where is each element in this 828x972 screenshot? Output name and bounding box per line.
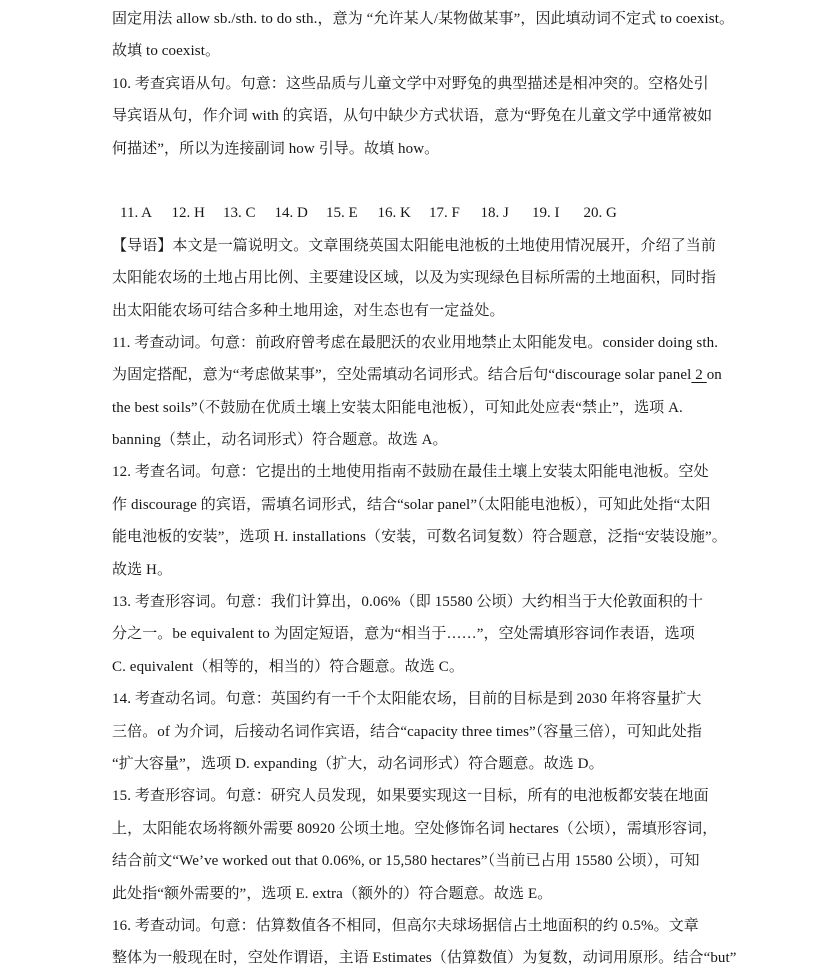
text-line: 能电池板的安装”，选项 H. installations（安装，可数名词复数）符合题意，泛指“安装设施”。	[112, 529, 727, 546]
answer-item: 12. H	[171, 205, 205, 222]
paragraph-gap	[112, 165, 710, 197]
text-line: 结合前文“We’ve worked out that 0.06%, or 15,580 hectares”（当前已占用 15580 公顷），可知	[112, 853, 700, 870]
item-9-explanation-tail	[112, 3, 735, 68]
answer-item: 15. E	[326, 205, 358, 222]
text-line: 15. 考查形容词。句意：研究人员发现，如果要实现这一目标，所有的电池板都安装在地面	[112, 788, 709, 805]
text-line: 太阳能农场的土地占用比例、主要建设区域，以及为实现绿色目标所需的土地面积，同时指	[112, 270, 717, 287]
answer-item: 19. I	[532, 205, 560, 222]
answer-item: 13. C	[223, 205, 256, 222]
text-line	[112, 359, 722, 391]
item-12-explanation	[112, 456, 727, 586]
answer-item: 18. J	[480, 205, 509, 222]
text-line: “扩大容量”，选项 D. expanding（扩大，动名词形式）符合题意。故选 D。	[112, 755, 604, 772]
answer-item: 20. G	[583, 205, 617, 222]
text-line: 导宾语从句，作介词 with 的宾语，从句中缺少方式状语，意为“野兔在儿童文学中通常被如	[112, 108, 713, 125]
text-line: 分之一。be equivalent to 为固定短语，意为“相当于……”，空处需填形容词作表语，选项	[112, 626, 695, 643]
item-10-explanation	[112, 68, 713, 165]
text-line: 何描述”，所以为连接副词 how 引导。故填 how。	[112, 140, 440, 157]
text-segment: 为固定搭配，意为“考虑做某事”，空处需填动名词形式。结合后句“discourage solar panel	[112, 367, 692, 384]
answer-item: 14. D	[274, 205, 308, 222]
text-line: 整体为一般现在时，空处作谓语，主语 Estimates（估算数值）为复数，动词用原形。结合“but”	[112, 950, 737, 967]
text-line: 14. 考查动名词。句意：英国约有一千个太阳能农场，目前的目标是到 2030 年将容量扩大	[112, 691, 702, 708]
text-line: 故填 to coexist。	[112, 43, 221, 60]
text-line: the best soils”（不鼓励在优质土壤上安装太阳能电池板），可知此处应表“禁止”，选项 A.	[112, 399, 683, 416]
text-line: 上，太阳能农场将额外需要 80920 公顷土地。空处修饰名词 hectares（公顷），需填形容词，	[112, 820, 718, 837]
text-line: 固定用法 allow sb./sth. to do sth.，意为 “允许某人/某物做某事”，因此填动词不定式 to coexist。	[112, 11, 735, 27]
text-line: 作 discourage 的宾语，需填名词形式，结合“solar panel”（太阳能电池板），可知此处指“太阳	[112, 496, 711, 513]
text-line: 故选 H。	[112, 561, 173, 578]
item-14-explanation	[112, 683, 710, 780]
text-line: 此处指“额外需要的”，选项 E. extra（额外的）符合题意。故选 E。	[112, 885, 553, 902]
text-line: C. equivalent（相等的，相当的）符合题意。故选 C。	[112, 658, 464, 675]
text-line: 10. 考查宾语从句。句意：这些品质与儿童文学中对野兔的典型描述是相冲突的。空格处引	[112, 75, 709, 92]
item-11-explanation	[112, 327, 722, 457]
blank-number-underlined: 2	[691, 367, 707, 384]
document-content	[112, 3, 737, 972]
answer-item: 11. A	[120, 205, 152, 222]
text-line: 16. 考查动词。句意：估算数值各不相同，但高尔夫球场据信占土地面积的约 0.5%。文章	[112, 917, 699, 934]
item-15-explanation	[112, 780, 718, 910]
text-line: banning（禁止，动名词形式）符合题意。故选 A。	[112, 432, 448, 449]
text-line: 13. 考查形容词。句意：我们计算出，0.06%（即 15580 公顷）大约相当于大伦敦面积的十	[112, 594, 704, 611]
answer-item: 16. K	[377, 205, 411, 222]
text-segment: on	[706, 367, 722, 384]
text-line: 11. 考查动词。句意：前政府曾考虑在最肥沃的农业用地禁止太阳能发电。consider doing sth.	[112, 334, 719, 351]
text-line: 【导语】本文是一篇说明文。文章围绕英国太阳能电池板的土地使用情况展开，介绍了当前	[112, 237, 717, 254]
text-line: 三倍。of 为介词，后接动名词作宾语，结合“capacity three times”（容量三倍），可知此处指	[112, 723, 703, 740]
text-line: 12. 考查名词。句意：它提出的土地使用指南不鼓励在最佳土壤上安装太阳能电池板。空处	[112, 464, 709, 481]
item-16-explanation	[112, 910, 737, 972]
item-13-explanation	[112, 586, 710, 683]
text-line: 出太阳能农场可结合多种土地用途，对生态也有一定益处。	[112, 302, 505, 319]
passage-intro	[112, 230, 717, 327]
answer-item: 17. F	[429, 205, 460, 222]
answer-key-row	[112, 197, 710, 229]
